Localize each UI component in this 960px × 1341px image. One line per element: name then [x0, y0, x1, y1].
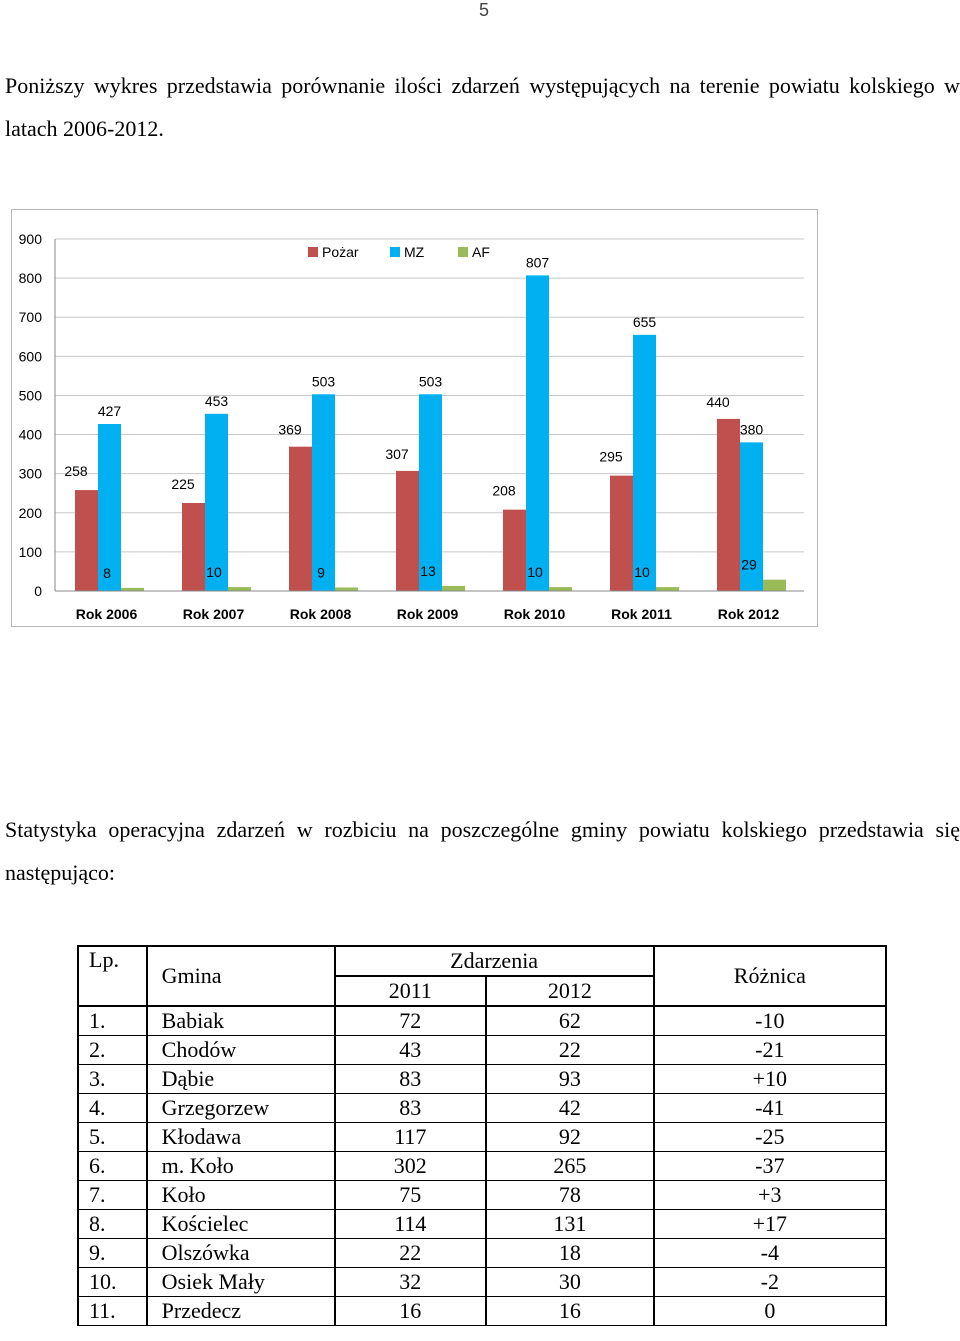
row-roznica: -4 — [654, 1239, 886, 1268]
legend-label-pożar: Pożar — [322, 244, 359, 260]
table-header-row-top — [78, 946, 886, 976]
data-label: 440 — [706, 393, 730, 410]
section-paragraph: Statystyka operacyjna zdarzeń w rozbiciu na poszczególne gminy powiatu kolskiego przedstawia się następująco: — [5, 817, 960, 885]
y-tick-label: 500 — [18, 387, 42, 404]
bar-pożar — [289, 447, 312, 591]
row-gmina: Koło — [147, 1181, 335, 1210]
row-lp: 6. — [78, 1152, 147, 1181]
x-tick-label: Rok 2012 — [717, 606, 780, 622]
data-label: 503 — [311, 373, 336, 390]
table-row — [78, 1006, 886, 1036]
data-label: 29 — [741, 556, 757, 573]
legend-swatch-af — [458, 247, 468, 257]
incidents-chart — [11, 209, 818, 627]
data-label: 453 — [204, 392, 229, 409]
legend-swatch-mz — [390, 247, 400, 257]
row-roznica: -21 — [654, 1036, 886, 1065]
table-row — [78, 1239, 886, 1268]
table-row — [78, 1181, 886, 1210]
page-number: 5 — [478, 0, 489, 20]
bar-pożar — [717, 419, 740, 591]
row-lp: 5. — [78, 1123, 147, 1152]
legend-swatch-pożar — [308, 247, 318, 257]
row-2011: 83 — [335, 1094, 487, 1123]
header-lp: Lp. — [78, 946, 147, 1006]
bar-pożar — [75, 490, 98, 591]
bar-mz — [419, 394, 442, 591]
row-lp: 3. — [78, 1065, 147, 1094]
data-label: 8 — [103, 564, 111, 581]
bar-af — [335, 587, 358, 591]
legend-label-af: AF — [472, 244, 490, 260]
data-label: 307 — [385, 445, 409, 462]
row-2012: 22 — [486, 1036, 654, 1065]
data-label: 10 — [206, 564, 222, 581]
bar-pożar — [610, 476, 633, 591]
row-2011: 117 — [335, 1123, 487, 1152]
data-label: 369 — [278, 421, 302, 438]
bar-pożar — [503, 510, 526, 591]
data-label: 807 — [525, 254, 550, 271]
row-lp: 10. — [78, 1268, 147, 1297]
table-body — [78, 1006, 886, 1326]
row-roznica: -25 — [654, 1123, 886, 1152]
data-label: 13 — [420, 562, 436, 579]
row-2012: 131 — [486, 1210, 654, 1239]
row-roznica: +3 — [654, 1181, 886, 1210]
intro-paragraph: Poniższy wykres przedstawia porównanie ilości zdarzeń występujących na terenie powiatu kolskiego w latach 2006-2012. — [5, 73, 960, 141]
row-gmina: Kościelec — [147, 1210, 335, 1239]
bar-af — [549, 587, 572, 591]
table-row — [78, 1123, 886, 1152]
header-zdarzenia: Zdarzenia — [335, 946, 654, 976]
data-label: 225 — [171, 476, 195, 492]
bar-mz — [312, 394, 335, 591]
x-tick-label: Rok 2010 — [503, 606, 566, 622]
row-2012: 42 — [486, 1094, 654, 1123]
row-gmina: Grzegorzew — [147, 1094, 335, 1123]
row-2011: 72 — [335, 1006, 487, 1036]
y-tick-label: 0 — [34, 583, 42, 599]
row-2012: 92 — [486, 1123, 654, 1152]
bar-af — [228, 587, 251, 591]
row-gmina: Olszówka — [147, 1239, 335, 1268]
row-2011: 22 — [335, 1239, 487, 1268]
table-row — [78, 1152, 886, 1181]
row-gmina: Chodów — [147, 1036, 335, 1065]
row-lp: 2. — [78, 1036, 147, 1065]
municipality-statistics-table — [77, 945, 887, 1326]
bar-af — [763, 580, 786, 591]
row-2011: 114 — [335, 1210, 487, 1239]
x-tick-label: Rok 2011 — [611, 606, 672, 622]
data-label: 295 — [599, 448, 623, 465]
row-2011: 32 — [335, 1268, 487, 1297]
row-lp: 7. — [78, 1181, 147, 1210]
y-tick-label: 100 — [18, 543, 42, 560]
bar-mz — [633, 335, 656, 591]
header-2012: 2012 — [486, 976, 654, 1006]
row-2012: 93 — [486, 1065, 654, 1094]
bar-pożar — [182, 503, 205, 591]
row-gmina: Babiak — [147, 1006, 335, 1036]
row-roznica: -41 — [654, 1094, 886, 1123]
data-label: 427 — [97, 402, 122, 419]
row-2011: 16 — [335, 1297, 487, 1326]
row-2012: 62 — [486, 1006, 654, 1036]
row-roznica: 0 — [654, 1297, 886, 1326]
data-label: 380 — [739, 421, 764, 438]
table-row — [78, 1036, 886, 1065]
data-label: 10 — [527, 564, 543, 581]
row-lp: 1. — [78, 1006, 147, 1036]
legend-label-mz: MZ — [404, 244, 425, 260]
table-row — [78, 1094, 886, 1123]
table-row — [78, 1065, 886, 1094]
y-tick-label: 600 — [18, 348, 42, 365]
row-gmina: Dąbie — [147, 1065, 335, 1094]
x-tick-label: Rok 2006 — [75, 606, 138, 622]
row-roznica: -10 — [654, 1006, 886, 1036]
row-gmina: Osiek Mały — [147, 1268, 335, 1297]
row-2011: 75 — [335, 1181, 487, 1210]
bar-af — [656, 587, 679, 591]
row-roznica: +10 — [654, 1065, 886, 1094]
data-label: 655 — [632, 313, 657, 330]
row-2011: 302 — [335, 1152, 487, 1181]
y-tick-label: 400 — [18, 426, 42, 443]
row-2012: 18 — [486, 1239, 654, 1268]
row-lp: 8. — [78, 1210, 147, 1239]
chart-svg — [12, 210, 817, 626]
data-label: 208 — [492, 482, 516, 499]
bar-af — [442, 586, 465, 591]
x-tick-label: Rok 2007 — [182, 606, 245, 622]
row-roznica: -37 — [654, 1152, 886, 1181]
header-2011: 2011 — [335, 976, 487, 1006]
data-label: 10 — [634, 564, 650, 581]
y-tick-label: 900 — [18, 231, 42, 247]
row-2012: 265 — [486, 1152, 654, 1181]
row-gmina: m. Koło — [147, 1152, 335, 1181]
table-row — [78, 1210, 886, 1239]
header-roznica: Różnica — [654, 946, 886, 1006]
row-2012: 78 — [486, 1181, 654, 1210]
bar-mz — [526, 275, 549, 591]
row-gmina: Kłodawa — [147, 1123, 335, 1152]
row-2012: 30 — [486, 1268, 654, 1297]
row-lp: 4. — [78, 1094, 147, 1123]
row-2012: 16 — [486, 1297, 654, 1326]
table-row — [78, 1268, 886, 1297]
row-roznica: +17 — [654, 1210, 886, 1239]
y-tick-label: 800 — [18, 270, 42, 287]
bar-pożar — [396, 471, 419, 591]
row-lp: 11. — [78, 1297, 147, 1326]
x-tick-label: Rok 2008 — [289, 606, 352, 622]
row-roznica: -2 — [654, 1268, 886, 1297]
data-label: 258 — [64, 463, 88, 480]
row-2011: 43 — [335, 1036, 487, 1065]
header-gmina: Gmina — [147, 946, 335, 1006]
y-tick-label: 300 — [18, 465, 42, 482]
y-tick-label: 200 — [18, 504, 42, 521]
row-2011: 83 — [335, 1065, 487, 1094]
table-row — [78, 1297, 886, 1326]
data-label: 9 — [317, 564, 325, 581]
y-tick-label: 700 — [18, 309, 42, 326]
data-label: 503 — [418, 373, 443, 390]
row-gmina: Przedecz — [147, 1297, 335, 1326]
row-lp: 9. — [78, 1239, 147, 1268]
x-tick-label: Rok 2009 — [396, 606, 459, 622]
